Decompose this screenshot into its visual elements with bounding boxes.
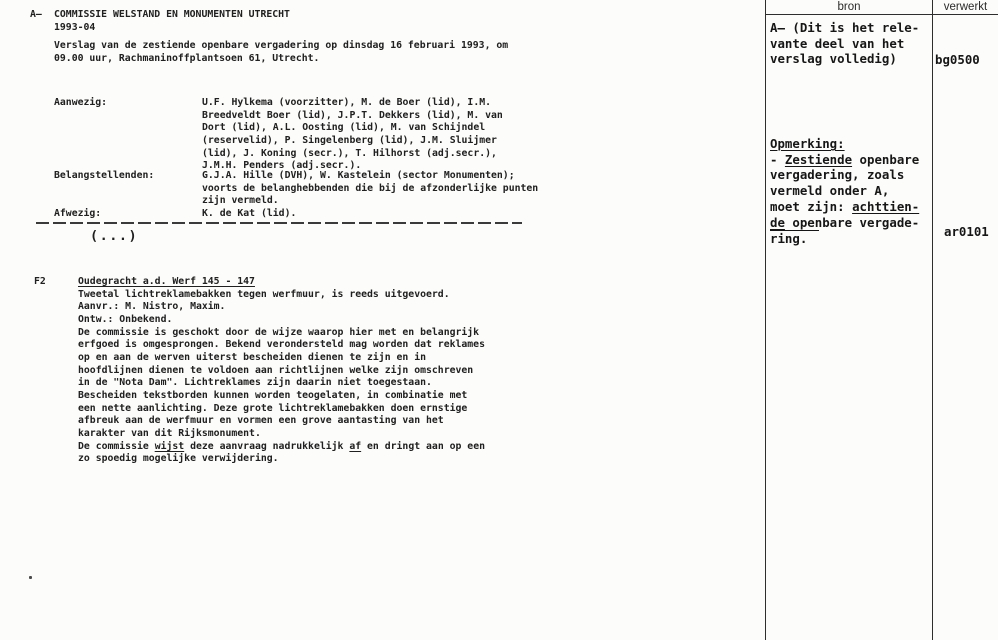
aanwezig-label: Aanwezig: [54,97,108,108]
text-segment: af [349,440,362,452]
text-line [78,428,485,441]
text-segment: openbare vergade- [784,214,920,230]
text-segment: De commissie is geschokt door de wijze waarop hier met en belangrijk [78,326,480,338]
text-segment: (lid), J. Koning (secr.), T. Hilhorst (adj.secr.), [202,147,497,159]
text-line [78,365,485,378]
text-line [770,20,919,36]
text-segment: vermeld onder A, [770,183,890,199]
text-segment: zo spoedig mogelijke verwijdering. [78,453,279,465]
attendee-row-afwezig [0,208,760,220]
attendee-row-belangstellenden [0,170,760,207]
text-line [202,148,503,161]
text-segment: openbare [852,151,920,167]
afwezig-names [202,208,296,221]
text-line [78,276,485,289]
text-line [78,301,485,314]
text-line [770,136,919,152]
text-segment: verslag volledig) [770,51,897,67]
text-segment: Bescheiden tekstborden kunnen worden teogelaten, in combinatie met [78,389,468,401]
bron-remark-note [770,136,919,247]
text-segment: ring. [770,230,819,247]
text-line [770,51,919,67]
text-segment: achttien- [852,198,920,214]
text-line [202,135,503,148]
text-segment: afbreuk aan de werfmuur en vormen een grove aantasting van het [78,415,444,427]
text-segment: op en aan de werven uiterst bescheiden dienen te zijn en in [78,351,426,363]
text-line [78,314,485,327]
scan-speck [29,576,32,579]
text-segment: zijn vermeld. [202,195,279,207]
section-marker: A— [30,9,42,20]
text-segment: A— (Dit is het rele- [770,20,920,35]
text-line [770,36,919,52]
text-segment: De commissie [78,440,155,452]
text-segment: de [770,214,785,230]
text-segment: karakter van dit Rijksmonument. [78,427,261,439]
text-segment: wijst [154,440,185,452]
text-line [78,415,485,428]
text-segment: vergadering, zoals [770,167,905,183]
text-segment: - [770,151,785,167]
column-header-verwerkt: verwerkt [943,1,988,13]
agenda-item-text [78,276,485,466]
text-segment: in de "Nota Dam". Lichtreklames zijn daarin niet toegestaan. [78,377,432,389]
text-line [770,183,919,199]
text-line [770,215,919,231]
text-segment: hoofdlijnen dienen te voldoen aan richtlijnen welke zijn omschreven [78,364,474,376]
text-segment: Verslag van de zestiende openbare vergadering op dinsdag 16 februari 1993, om [54,40,509,51]
text-line [770,152,919,168]
text-line [78,352,485,365]
panel-column-divider [932,0,933,640]
text-line [202,122,503,135]
aanwezig-names [202,97,503,173]
text-line [202,170,538,183]
text-line [202,97,503,110]
text-segment: moet zijn: [770,198,853,214]
text-segment: een nette aanlichting. Deze grote lichtreklamebakken doen ernstige [78,402,468,414]
text-line [54,40,508,53]
text-line [770,230,919,247]
text-line [78,327,485,340]
belangstellenden-names [202,170,538,208]
bron-scope-note [770,20,919,67]
text-segment: J.M.H. Penders (adj.secr.). [202,160,362,172]
text-segment: Breedveldt Boer (lid), J.P.T. Dekkers (lid), M. van [202,109,503,121]
column-header-bron: bron [837,1,861,13]
text-segment: deze aanvraag nadrukkelijk [184,440,350,452]
text-line [78,289,485,302]
text-segment: Opmerking: [770,136,845,151]
text-segment: U.F. Hylkema (voorzitter), M. de Boer (lid), I.M. [202,97,492,108]
text-segment: G.J.A. Hille (DVH), W. Kastelein (sector Monumenten); [202,170,515,181]
afwezig-label: Afwezig: [54,208,102,219]
panel-left-border [765,0,766,640]
document-code: 1993-04 [54,21,96,33]
text-line [770,167,919,183]
meeting-intro [54,40,508,65]
text-line [78,403,485,416]
omission-mark: (...) [90,228,139,244]
text-line [78,441,485,454]
separator-line [36,222,522,224]
text-segment: en dringt aan op een [361,440,486,452]
text-line [78,377,485,390]
document-header [54,9,290,34]
text-line [770,199,919,215]
text-line [202,110,503,123]
text-line [202,183,538,196]
text-segment: Aanvr.: M. Nistro, Maxim. [78,301,226,313]
verwerkt-code-2: ar0101 [944,224,989,239]
text-line [202,208,296,221]
text-segment: Tweetal lichtreklamebakken tegen werfmuur, is reeds uitgevoerd. [78,288,450,300]
text-line [78,339,485,352]
text-segment: Oudegracht a.d. Werf 145 - 147 [78,276,255,287]
text-line [202,195,538,208]
text-segment: (reservelid), P. Singelenberg (lid), J.M. Sluijmer [202,134,497,146]
text-line [78,390,485,403]
text-segment: Zestiende [784,151,853,167]
text-segment: 09.00 uur, Rachmaninoffplantsoen 61, Utrecht. [54,52,320,64]
text-segment: erfgoed is omgesprongen. Bekend verondersteld mag worden dat reklames [78,339,485,351]
text-segment: voorts de belanghebbenden die bij de afzonderlijke punten [202,182,539,194]
document-title: COMMISSIE WELSTAND EN MONUMENTEN UTRECHT [54,9,290,20]
verwerkt-code-1: bg0500 [935,52,980,67]
text-line [78,453,485,466]
belangstellenden-label: Belangstellenden: [54,170,155,181]
attendee-row-aanwezig [0,97,760,172]
text-segment: Ontw.: Onbekend. [78,313,173,325]
agenda-item-code: F2 [34,276,46,287]
text-line [54,53,508,66]
text-segment: vante deel van het [770,35,905,51]
text-segment: Dort (lid), A.L. Oosting (lid), M. van Schijndel [202,122,486,134]
text-segment: K. de Kat (lid). [202,208,297,219]
